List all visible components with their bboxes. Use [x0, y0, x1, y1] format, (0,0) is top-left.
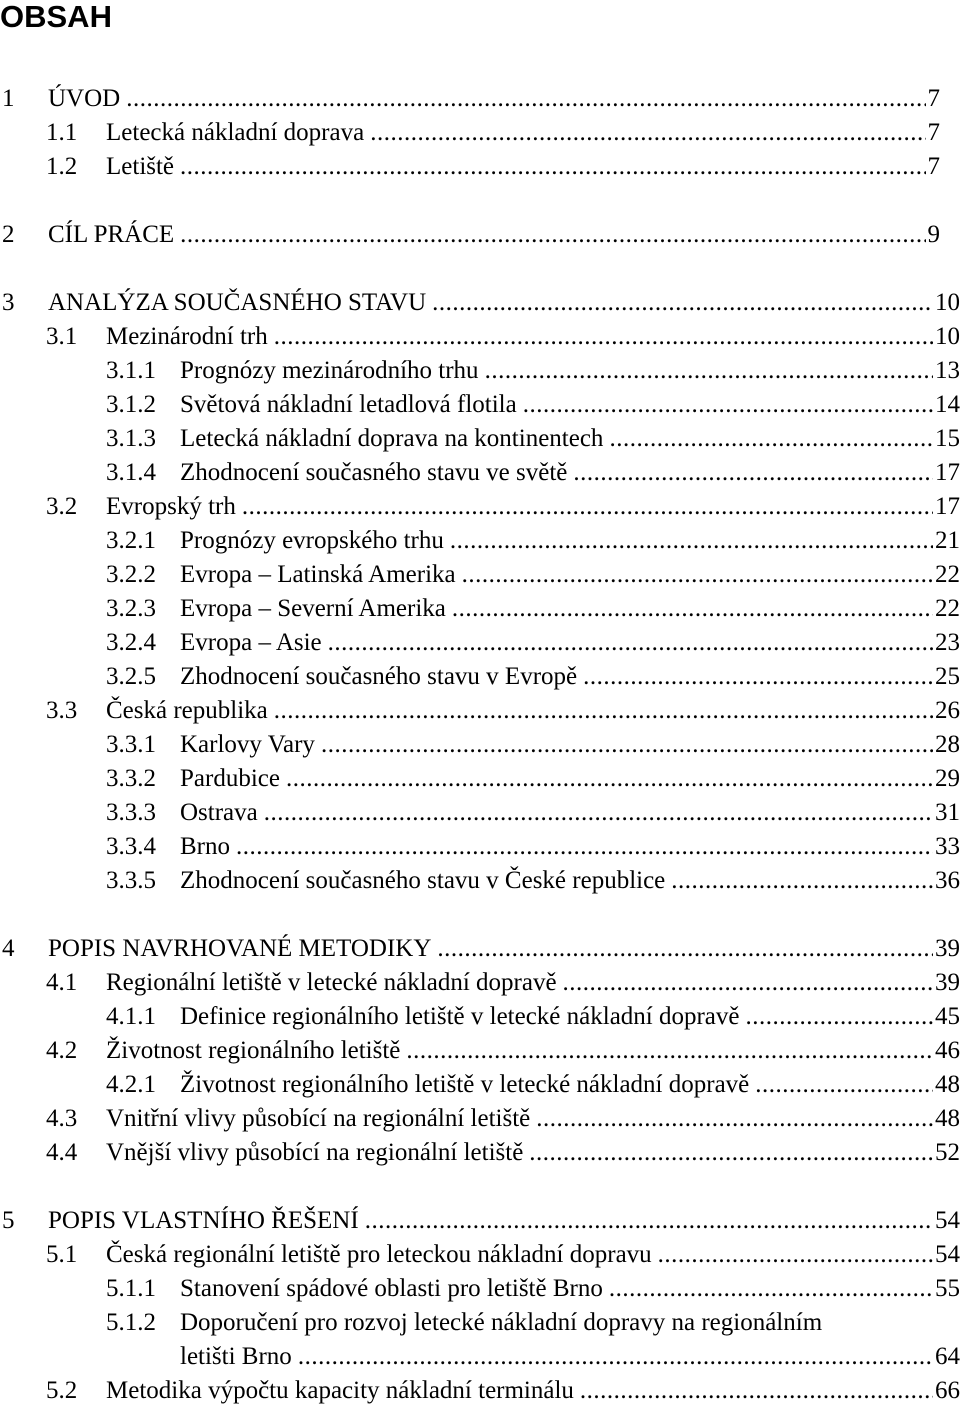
toc-title: Ostrava [180, 799, 258, 826]
toc-page: 52 [935, 1139, 960, 1166]
toc-title: Evropský trh [106, 493, 236, 520]
toc-title: Světová nákladní letadlová flotila [180, 391, 517, 418]
toc-entry[interactable] [2, 218, 940, 252]
toc-page: 22 [935, 561, 960, 588]
page-title: OBSAH [0, 0, 112, 34]
toc-leader [370, 116, 925, 150]
toc-page: 28 [935, 731, 960, 758]
toc-entry[interactable] [106, 864, 960, 898]
toc-leader [746, 1000, 934, 1034]
toc-entry[interactable] [106, 1068, 960, 1102]
toc-title: Zhodnocení současného stavu v České republice [180, 867, 666, 894]
toc-page: 54 [935, 1241, 960, 1268]
toc-page: 64 [935, 1343, 960, 1370]
toc-entry[interactable] [106, 1272, 960, 1306]
toc-leader [432, 286, 933, 320]
toc-page: 45 [935, 1003, 960, 1030]
toc-number: 3.3.1 [106, 731, 156, 758]
toc-leader [452, 592, 933, 626]
toc-entry[interactable] [180, 1340, 960, 1374]
toc-title: Karlovy Vary [180, 731, 315, 758]
toc-leader [298, 1340, 933, 1374]
toc-number: 3.1.1 [106, 357, 156, 384]
toc-leader [485, 354, 933, 388]
toc-entry[interactable] [2, 932, 960, 966]
toc-leader [274, 320, 933, 354]
toc-number: 3.3.3 [106, 799, 156, 826]
toc-title: Pardubice [180, 765, 280, 792]
toc-number: 3.1 [46, 323, 78, 350]
toc-page: 23 [935, 629, 960, 656]
toc-leader [242, 490, 933, 524]
toc-entry[interactable] [46, 694, 960, 728]
toc-leader [658, 1238, 933, 1272]
toc-entry[interactable] [106, 524, 960, 558]
toc-number: 3.1.4 [106, 459, 156, 486]
toc-title: Metodika výpočtu kapacity nákladní terminálu [106, 1377, 574, 1404]
toc-page: 54 [935, 1207, 960, 1234]
toc-number: 1 [2, 85, 15, 112]
toc-page: 7 [927, 85, 940, 112]
toc-title: letišti Brno [180, 1343, 292, 1370]
toc-entry[interactable] [106, 762, 960, 796]
toc-number: 4.1 [46, 969, 78, 996]
toc-page: 17 [935, 493, 960, 520]
toc-leader [755, 1068, 933, 1102]
toc-leader [286, 762, 933, 796]
toc-entry[interactable] [106, 456, 960, 490]
toc-number: 3.2 [46, 493, 78, 520]
toc-title: Česká regionální letiště pro leteckou nákladní dopravu [106, 1241, 652, 1268]
toc-entry[interactable] [46, 1238, 960, 1272]
toc-leader [529, 1136, 933, 1170]
toc-number: 5.2 [46, 1377, 78, 1404]
toc-page: 10 [935, 323, 960, 350]
toc-leader [264, 796, 933, 830]
toc-title: ÚVOD [48, 85, 121, 112]
toc-page: 13 [935, 357, 960, 384]
toc-leader [671, 864, 933, 898]
toc-title: Mezinárodní trh [106, 323, 268, 350]
toc-title: POPIS VLASTNÍHO ŘEŠENÍ [48, 1207, 359, 1234]
toc-number: 4.1.1 [106, 1003, 156, 1030]
toc-page: 21 [935, 527, 960, 554]
toc-number: 3.2.3 [106, 595, 156, 622]
toc-title: Zhodnocení současného stavu ve světě [180, 459, 568, 486]
toc-title: Vnitřní vlivy působící na regionální letiště [106, 1105, 531, 1132]
toc-entry[interactable] [46, 490, 960, 524]
toc-leader [450, 524, 933, 558]
toc-leader [406, 1034, 933, 1068]
toc-leader [126, 82, 925, 116]
toc-leader [321, 728, 933, 762]
toc-entry[interactable] [46, 116, 940, 150]
toc-entry[interactable] [2, 286, 960, 320]
toc-entry[interactable] [2, 1204, 960, 1238]
toc-entry[interactable] [106, 796, 960, 830]
toc-title: Životnost regionálního letiště [106, 1037, 401, 1064]
toc-entry[interactable] [106, 422, 960, 456]
toc-leader [536, 1102, 933, 1136]
toc-number: 3.2.1 [106, 527, 156, 554]
toc-title: Prognózy mezinárodního trhu [180, 357, 479, 384]
toc-title: Letecká nákladní doprava [106, 119, 365, 146]
toc-page: 17 [935, 459, 960, 486]
toc-leader [328, 626, 933, 660]
toc-number: 5.1 [46, 1241, 78, 1268]
toc-number: 5 [2, 1207, 15, 1234]
toc-title: Doporučení pro rozvoj letecké nákladní dopravy na regionálním [180, 1309, 823, 1336]
toc-page: 7 [927, 153, 940, 180]
toc-number: 3 [2, 289, 15, 316]
toc-number: 4.4 [46, 1139, 78, 1166]
toc-title: Evropa – Latinská Amerika [180, 561, 456, 588]
toc-page: 22 [935, 595, 960, 622]
toc-page: 66 [935, 1377, 960, 1404]
toc-number: 4 [2, 935, 15, 962]
toc-leader [365, 1204, 933, 1238]
toc-page: 7 [927, 119, 940, 146]
toc-number: 3.1.3 [106, 425, 156, 452]
toc-leader [236, 830, 933, 864]
toc-leader [523, 388, 933, 422]
toc-leader [180, 218, 925, 252]
toc-page: 48 [935, 1105, 960, 1132]
toc-entry-first-line[interactable] [106, 1306, 822, 1340]
toc-entry[interactable] [46, 1034, 960, 1068]
toc-entry[interactable] [106, 728, 960, 762]
toc-title: Letiště [106, 153, 175, 180]
toc-page: 39 [935, 935, 960, 962]
toc-title: Definice regionálního letiště v letecké nákladní dopravě [180, 1003, 740, 1030]
toc-page: 39 [935, 969, 960, 996]
toc-entry[interactable] [46, 320, 960, 354]
toc-leader [462, 558, 933, 592]
toc-number: 3.2.2 [106, 561, 156, 588]
toc-page: 33 [935, 833, 960, 860]
toc-leader [609, 422, 933, 456]
toc-title: Regionální letiště v letecké nákladní dopravě [106, 969, 557, 996]
toc-leader [573, 456, 933, 490]
toc-leader [437, 932, 933, 966]
toc-page: 55 [935, 1275, 960, 1302]
toc-page: 26 [935, 697, 960, 724]
toc-page: 31 [935, 799, 960, 826]
toc-number: 1.2 [46, 153, 78, 180]
toc-page: 9 [927, 221, 940, 248]
toc-number: 1.1 [46, 119, 78, 146]
toc-page: 36 [935, 867, 960, 894]
toc-entry[interactable] [106, 354, 960, 388]
toc-title: Česká republika [106, 697, 268, 724]
toc-page: 25 [935, 663, 960, 690]
toc-page: 48 [935, 1071, 960, 1098]
toc-page: 15 [935, 425, 960, 452]
toc-number: 2 [2, 221, 15, 248]
toc-entry[interactable] [46, 1136, 960, 1170]
toc-title: POPIS NAVRHOVANÉ METODIKY [48, 935, 432, 962]
toc-leader [609, 1272, 933, 1306]
toc-entry[interactable] [46, 966, 960, 1000]
toc-entry[interactable] [106, 660, 960, 694]
toc-number: 3.3.4 [106, 833, 156, 860]
toc-entry[interactable] [106, 1000, 960, 1034]
toc-title: Evropa – Asie [180, 629, 322, 656]
toc-title: Brno [180, 833, 230, 860]
toc-entry[interactable] [46, 150, 940, 184]
toc-leader [180, 150, 925, 184]
toc-entry[interactable] [106, 626, 960, 660]
toc-leader [583, 660, 933, 694]
toc-page: 10 [935, 289, 960, 316]
toc-entry[interactable] [106, 592, 960, 626]
toc-number: 3.2.4 [106, 629, 156, 656]
toc-title: Prognózy evropského trhu [180, 527, 444, 554]
toc-title: Vnější vlivy působící na regionální letiště [106, 1139, 524, 1166]
toc-number: 3.1.2 [106, 391, 156, 418]
toc-number: 4.2.1 [106, 1071, 156, 1098]
toc-number: 5.1.2 [106, 1309, 156, 1336]
toc-entry[interactable] [106, 830, 960, 864]
toc-page: 29 [935, 765, 960, 792]
toc-number: 3.2.5 [106, 663, 156, 690]
toc-title: Letecká nákladní doprava na kontinentech [180, 425, 604, 452]
toc-entry[interactable] [106, 558, 960, 592]
toc-title: Evropa – Severní Amerika [180, 595, 446, 622]
toc-title: CÍL PRÁCE [48, 221, 175, 248]
toc-number: 3.3.2 [106, 765, 156, 792]
toc-entry[interactable] [46, 1374, 960, 1408]
toc-number: 4.2 [46, 1037, 78, 1064]
toc-number: 5.1.1 [106, 1275, 156, 1302]
toc-number: 3.3 [46, 697, 78, 724]
toc-entry[interactable] [106, 388, 960, 422]
toc-entry[interactable] [2, 82, 940, 116]
toc-leader [274, 694, 933, 728]
toc-leader [580, 1374, 933, 1408]
toc-leader [563, 966, 933, 1000]
toc-number: 4.3 [46, 1105, 78, 1132]
toc-number: 3.3.5 [106, 867, 156, 894]
toc-page: 46 [935, 1037, 960, 1064]
toc-entry[interactable] [46, 1102, 960, 1136]
toc-title: ANALÝZA SOUČASNÉHO STAVU [48, 289, 427, 316]
toc-title: Životnost regionálního letiště v letecké nákladní dopravě [180, 1071, 750, 1098]
toc-title: Zhodnocení současného stavu v Evropě [180, 663, 578, 690]
toc-page: 14 [935, 391, 960, 418]
toc-title: Stanovení spádové oblasti pro letiště Brno [180, 1275, 603, 1302]
